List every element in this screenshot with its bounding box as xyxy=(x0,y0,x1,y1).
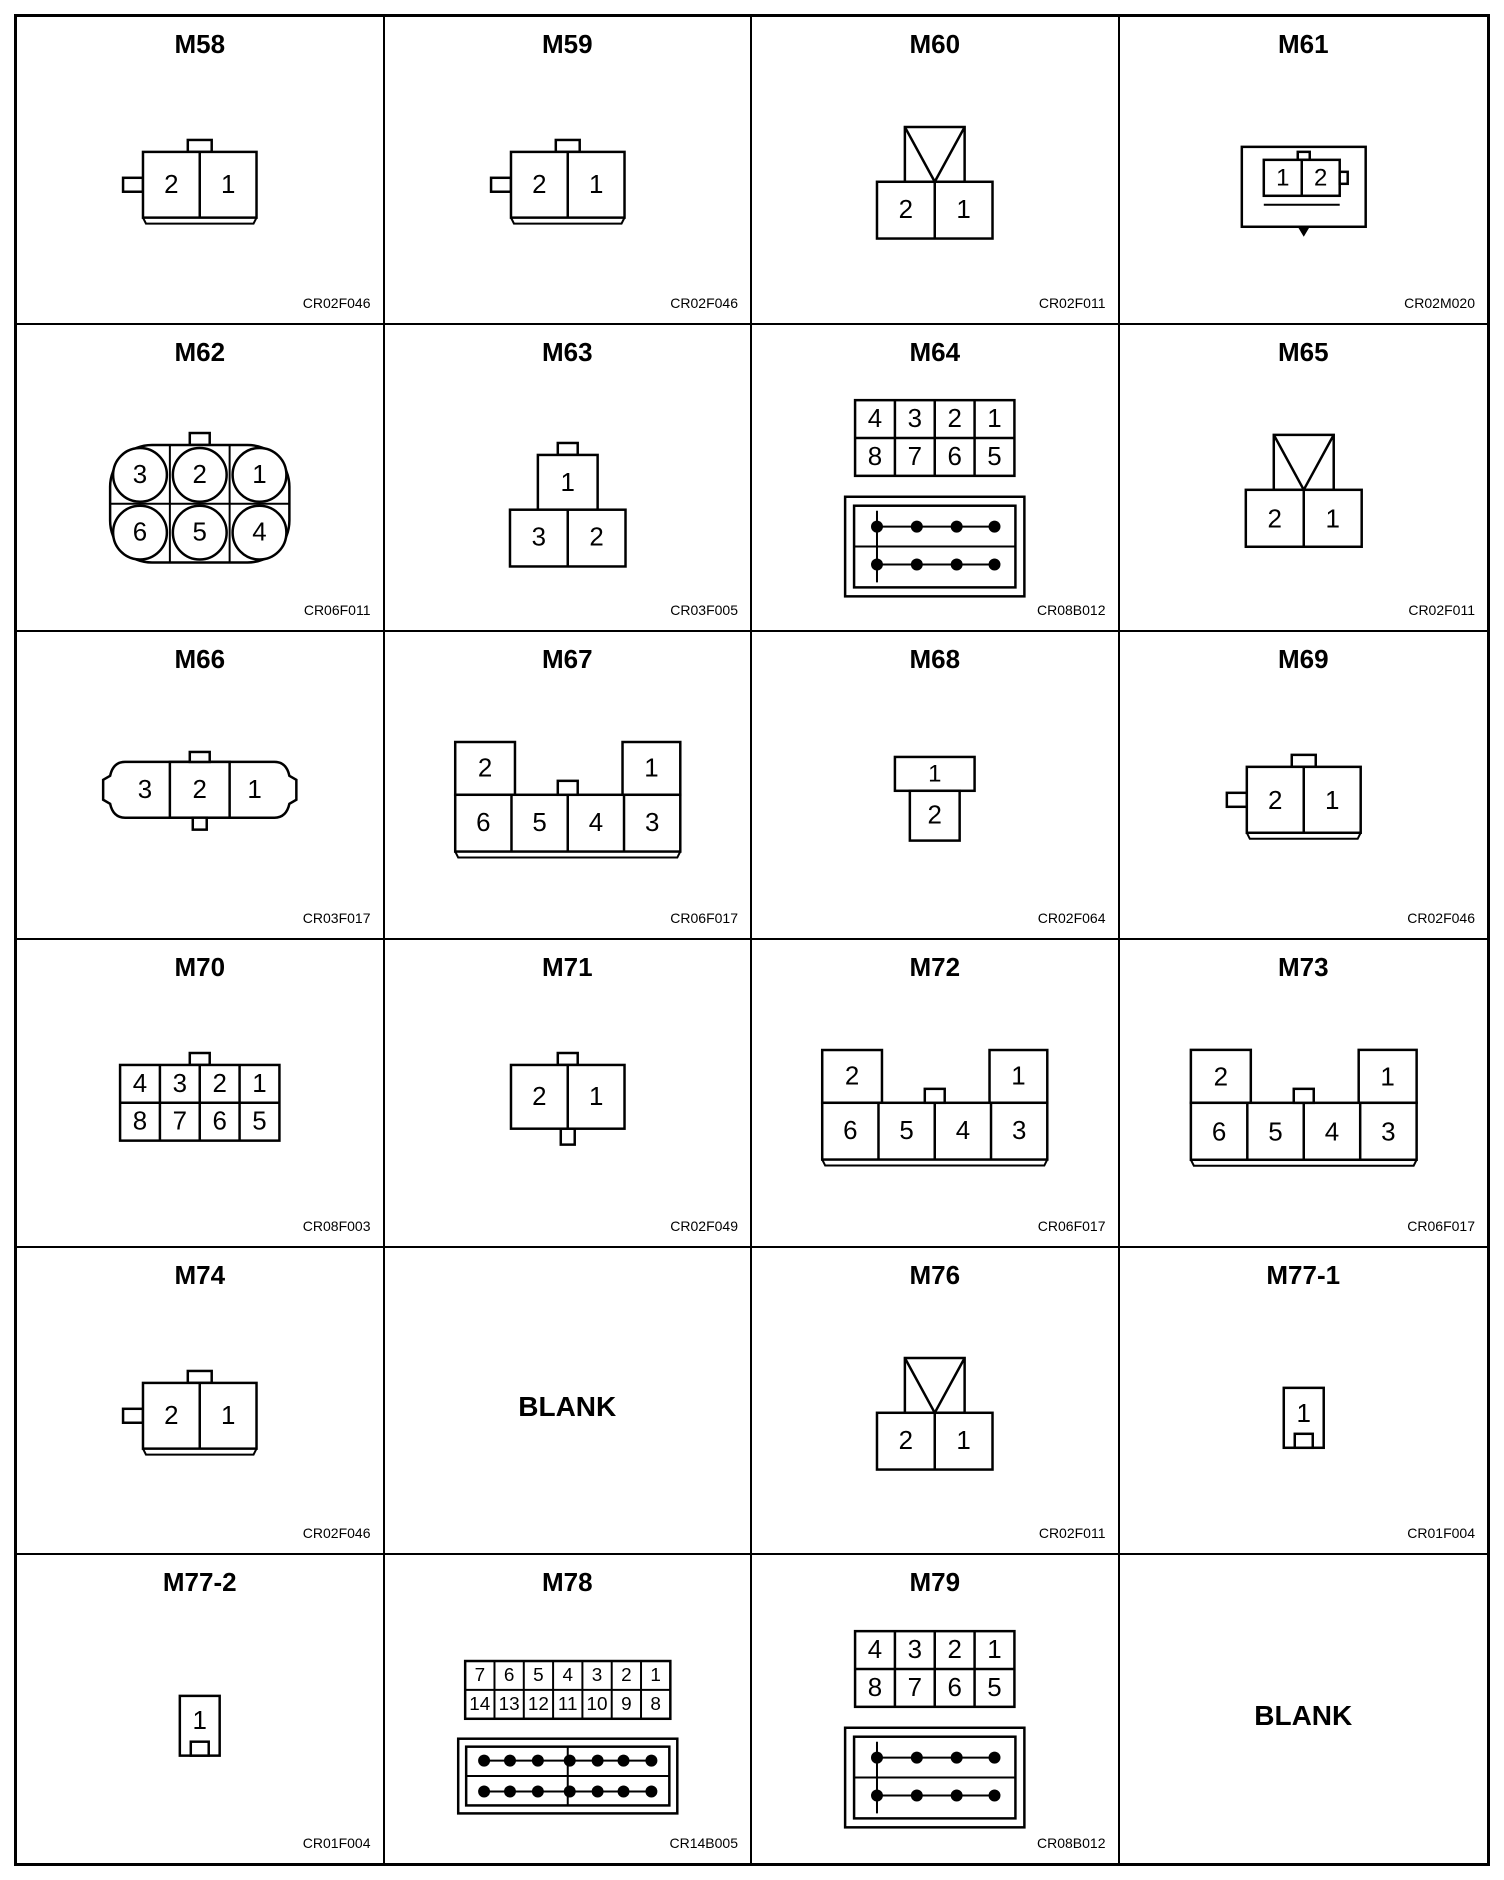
locking-tab xyxy=(190,752,210,762)
pin-number: 2 xyxy=(192,460,207,489)
terminal-dot xyxy=(478,1755,490,1767)
locking-tab xyxy=(190,433,210,445)
connector-cell xyxy=(17,17,385,325)
connector-id: M62 xyxy=(174,336,226,367)
terminal-dot xyxy=(563,1755,575,1767)
connector-id: M60 xyxy=(909,29,961,59)
connector-id: M58 xyxy=(174,29,226,59)
connector-diagram xyxy=(385,632,751,938)
part-code: CR02F011 xyxy=(1038,1525,1106,1542)
connector-id: M66 xyxy=(174,644,226,675)
pin-number: 14 xyxy=(468,1694,490,1716)
pin-number: 7 xyxy=(907,442,923,471)
terminal-dot xyxy=(531,1755,543,1767)
blank-cell xyxy=(385,1248,753,1556)
pin-number: 8 xyxy=(867,442,883,471)
pin-number: 4 xyxy=(1324,1116,1339,1147)
connector-diagram xyxy=(752,940,1118,1246)
pin-number: 2 xyxy=(947,404,962,433)
connector-cell xyxy=(752,940,1120,1248)
pin-number: 2 xyxy=(1267,502,1282,533)
part-code: CR08B012 xyxy=(1037,1834,1106,1851)
part-code: CR02F011 xyxy=(1408,602,1475,619)
pin-number: 3 xyxy=(531,523,546,552)
key-housing xyxy=(905,127,965,182)
connector-id: M64 xyxy=(909,336,961,367)
part-code: CR02F064 xyxy=(1037,909,1106,926)
locking-tab xyxy=(557,781,577,795)
pin-number: 5 xyxy=(899,1117,914,1146)
pin-number: 1 xyxy=(1296,1397,1311,1428)
pin-number: 1 xyxy=(987,1636,1002,1665)
part-code: CR06F017 xyxy=(1407,1217,1475,1234)
connector-cell xyxy=(1120,325,1488,633)
pin-number: 2 xyxy=(164,170,179,199)
part-code: CR02M020 xyxy=(1404,294,1475,311)
connector-id: M73 xyxy=(1277,951,1329,982)
side-tab xyxy=(123,178,143,192)
part-code: CR01F004 xyxy=(302,1834,371,1851)
connector-cell xyxy=(385,325,753,633)
locking-tab xyxy=(188,140,212,152)
connector-id: M68 xyxy=(909,644,961,675)
connector-cell xyxy=(385,17,753,325)
connector-diagram xyxy=(17,632,383,938)
pin-number: 2 xyxy=(477,754,492,783)
pin-number: 1 xyxy=(252,460,267,489)
connector-id: M59 xyxy=(541,29,593,59)
locking-tab xyxy=(925,1089,945,1103)
locking-tab xyxy=(191,1742,209,1756)
pin-number: 1 xyxy=(588,170,603,199)
side-tab xyxy=(1226,793,1246,807)
pin-number: 8 xyxy=(867,1674,883,1703)
pin-number: 5 xyxy=(252,1107,267,1136)
key-housing xyxy=(905,1358,965,1413)
locking-tab xyxy=(188,1371,212,1383)
pin-number: 2 xyxy=(947,1636,962,1665)
locking-tab xyxy=(190,1053,210,1065)
part-code: CR06F017 xyxy=(1037,1217,1106,1234)
terminal-dot xyxy=(911,520,923,532)
connector-id: M70 xyxy=(174,951,226,982)
pin-number: 3 xyxy=(132,460,148,489)
connector-cell xyxy=(752,325,1120,633)
connector-id: M77-2 xyxy=(162,1567,237,1598)
connector-cell xyxy=(385,1555,753,1863)
connector-diagram xyxy=(17,325,383,631)
terminal-dot xyxy=(911,1752,923,1764)
connector-diagram xyxy=(385,17,751,323)
pin-number: 6 xyxy=(212,1107,227,1136)
connector-diagram xyxy=(1120,17,1488,323)
pin-number: 13 xyxy=(498,1694,520,1716)
pin-number: 2 xyxy=(927,802,942,831)
pin-number: 4 xyxy=(588,809,603,838)
connector-grid xyxy=(14,14,1490,1866)
pin-number: 3 xyxy=(172,1069,188,1098)
pin-number: 5 xyxy=(192,518,207,547)
connector-diagram xyxy=(752,632,1118,938)
terminal-dot xyxy=(951,1752,963,1764)
pin-number: 8 xyxy=(132,1107,148,1136)
pin-number: 6 xyxy=(947,1674,962,1703)
blank-label: BLANK xyxy=(1254,1699,1353,1731)
terminal-dot xyxy=(591,1755,603,1767)
pin-number: 1 xyxy=(643,754,659,783)
connector-diagram xyxy=(752,1248,1118,1554)
pin-number: 2 xyxy=(164,1401,179,1430)
terminal-dot xyxy=(911,558,923,570)
part-code: CR06F011 xyxy=(303,602,371,619)
connector-id: M74 xyxy=(174,1259,226,1290)
connector-id: M72 xyxy=(909,951,961,982)
connector-id: M65 xyxy=(1277,336,1329,367)
side-tab xyxy=(123,1408,143,1422)
pin-number: 3 xyxy=(137,776,153,805)
pin-number: 1 xyxy=(1275,164,1289,192)
pin-number: 1 xyxy=(252,1069,267,1098)
terminal-dot xyxy=(531,1786,543,1798)
pin-number: 1 xyxy=(1324,785,1339,816)
connector-diagram xyxy=(385,940,751,1246)
pin-number: 2 xyxy=(898,1426,914,1455)
connector-id: M61 xyxy=(1277,29,1329,59)
terminal-dot xyxy=(591,1786,603,1798)
connector-id: M76 xyxy=(909,1259,961,1290)
connector-id: M63 xyxy=(541,336,593,367)
pin-number: 6 xyxy=(1211,1116,1226,1147)
connector-cell xyxy=(1120,940,1488,1248)
pin-number: 3 xyxy=(591,1665,602,1687)
pin-number: 1 xyxy=(928,760,942,788)
pin-number: 1 xyxy=(1011,1062,1026,1091)
pin-number: 2 xyxy=(844,1062,860,1091)
terminal-dot xyxy=(989,520,1001,532)
pin-number: 2 xyxy=(531,170,547,199)
connector-cell xyxy=(17,1248,385,1556)
pin-number: 1 xyxy=(649,1665,661,1687)
part-code: CR14B005 xyxy=(669,1834,738,1851)
pin-number: 6 xyxy=(503,1665,514,1687)
locking-tab xyxy=(557,443,577,455)
connector-cell xyxy=(17,325,385,633)
pin-number: 1 xyxy=(588,1082,603,1111)
pin-number: 1 xyxy=(247,776,262,805)
pin-number: 6 xyxy=(132,518,148,547)
connector-diagram xyxy=(385,325,751,631)
terminal-dot xyxy=(951,1790,963,1802)
connector-diagram xyxy=(1120,325,1488,631)
terminal-dot xyxy=(951,520,963,532)
pin-number: 6 xyxy=(843,1117,858,1146)
pin-number: 6 xyxy=(947,442,962,471)
part-code: CR02F049 xyxy=(670,1217,738,1234)
pin-number: 2 xyxy=(531,1082,547,1111)
pin-number: 3 xyxy=(907,404,923,433)
pin-number: 2 xyxy=(1313,164,1327,192)
part-code: CR03F005 xyxy=(670,602,738,619)
side-tab xyxy=(1339,172,1347,184)
locking-tab xyxy=(557,1053,577,1065)
pin-number: 1 xyxy=(956,1426,971,1455)
connector-cell xyxy=(1120,632,1488,940)
part-code: CR02F011 xyxy=(1038,294,1106,311)
connector-diagram xyxy=(1120,1248,1488,1554)
connector-diagram xyxy=(385,1555,751,1863)
connector-id: M78 xyxy=(541,1567,593,1598)
connector-diagram xyxy=(17,17,383,323)
pin-number: 2 xyxy=(898,196,914,225)
terminal-dot xyxy=(645,1755,657,1767)
connector-cell xyxy=(385,940,753,1248)
connector-diagram xyxy=(17,1248,383,1554)
part-code: CR02F046 xyxy=(1407,909,1475,926)
pin-number: 12 xyxy=(527,1694,549,1716)
pin-number: 1 xyxy=(560,468,575,497)
pin-number: 6 xyxy=(475,809,491,838)
pin-number: 1 xyxy=(1379,1061,1395,1092)
connector-id: M67 xyxy=(541,644,593,675)
pin-number: 11 xyxy=(557,1694,578,1716)
pin-number: 5 xyxy=(1267,1116,1283,1147)
pin-number: 1 xyxy=(1324,502,1340,533)
pin-number: 1 xyxy=(220,170,236,199)
locking-tab xyxy=(1291,755,1315,767)
pin-number: 5 xyxy=(987,442,1002,471)
pin-number: 3 xyxy=(644,809,659,838)
connector-cell xyxy=(17,940,385,1248)
pin-number: 1 xyxy=(956,196,971,225)
part-code: CR02F046 xyxy=(670,294,738,311)
part-code: CR02F046 xyxy=(302,1525,371,1542)
connector-id: M69 xyxy=(1277,644,1329,675)
pin-number: 2 xyxy=(620,1665,632,1687)
terminal-dot xyxy=(911,1790,923,1802)
pin-number: 5 xyxy=(531,809,547,838)
side-tab xyxy=(491,178,511,192)
pin-number: 7 xyxy=(172,1107,188,1136)
connector-diagram xyxy=(752,1555,1118,1863)
connector-cell xyxy=(17,632,385,940)
pin-number: 1 xyxy=(220,1401,236,1430)
connector-cell xyxy=(752,1555,1120,1863)
pin-number: 4 xyxy=(252,518,267,547)
side-tab xyxy=(560,1129,574,1145)
connector-diagram xyxy=(1120,632,1488,938)
connector-cell xyxy=(752,1248,1120,1556)
pin-number: 1 xyxy=(987,404,1002,433)
pin-number: 8 xyxy=(649,1694,661,1716)
connector-diagram xyxy=(752,17,1118,323)
connector-diagram xyxy=(17,1555,383,1863)
terminal-dot xyxy=(478,1786,490,1798)
pin-number: 4 xyxy=(561,1665,573,1687)
side-tab xyxy=(193,818,207,830)
connector-diagram xyxy=(752,325,1118,631)
connector-cell xyxy=(752,17,1120,325)
locking-tab xyxy=(1293,1089,1313,1103)
pin-number: 4 xyxy=(955,1117,971,1146)
pin-number: 3 xyxy=(1011,1117,1027,1146)
connector-diagram xyxy=(17,940,383,1246)
pin-number: 2 xyxy=(1213,1061,1228,1092)
pin-number: 4 xyxy=(132,1069,148,1098)
connector-id: M79 xyxy=(909,1567,961,1598)
pin-number: 10 xyxy=(586,1694,608,1716)
key-housing xyxy=(1273,435,1333,490)
part-code: CR02F046 xyxy=(302,294,371,311)
connector-cell xyxy=(1120,17,1488,325)
pin-number: 4 xyxy=(867,404,883,433)
terminal-dot xyxy=(617,1786,629,1798)
locking-tab xyxy=(555,140,579,152)
pin-number: 3 xyxy=(1380,1116,1396,1147)
pin-number: 1 xyxy=(192,1707,207,1736)
pin-number: 2 xyxy=(1267,785,1283,816)
connector-cell xyxy=(1120,1248,1488,1556)
pin-number: 5 xyxy=(987,1674,1002,1703)
part-code: CR03F017 xyxy=(302,909,371,926)
terminal-dot xyxy=(989,558,1001,570)
pin-number: 2 xyxy=(192,776,207,805)
terminal-dot xyxy=(504,1786,516,1798)
connector-cell xyxy=(17,1555,385,1863)
blank-label: BLANK xyxy=(518,1391,617,1423)
part-code: CR08B012 xyxy=(1037,602,1106,619)
part-code: CR01F004 xyxy=(1407,1525,1475,1542)
terminal-dot xyxy=(989,1752,1001,1764)
pin-number: 7 xyxy=(907,1674,923,1703)
pin-number: 5 xyxy=(532,1665,544,1687)
terminal-dot xyxy=(951,558,963,570)
blank-cell xyxy=(1120,1555,1488,1863)
connector-cell xyxy=(752,632,1120,940)
locking-tab xyxy=(1294,1433,1312,1447)
pin-number: 4 xyxy=(867,1636,883,1665)
connector-id: M77-1 xyxy=(1266,1259,1341,1290)
terminal-dot xyxy=(989,1790,1001,1802)
terminal-dot xyxy=(504,1755,516,1767)
pin-number: 2 xyxy=(588,523,604,552)
part-code: CR08F003 xyxy=(302,1217,371,1234)
terminal-dot xyxy=(645,1786,657,1798)
pin-number: 2 xyxy=(212,1069,227,1098)
connector-diagram xyxy=(1120,940,1488,1246)
pin-number: 9 xyxy=(620,1694,632,1716)
pin-number: 3 xyxy=(907,1636,923,1665)
terminal-dot xyxy=(617,1755,629,1767)
connector-cell xyxy=(385,632,753,940)
connector-id: M71 xyxy=(541,951,593,982)
part-code: CR06F017 xyxy=(670,909,738,926)
pin-number: 7 xyxy=(474,1665,485,1687)
pointer-icon xyxy=(1297,227,1309,237)
terminal-dot xyxy=(563,1786,575,1798)
